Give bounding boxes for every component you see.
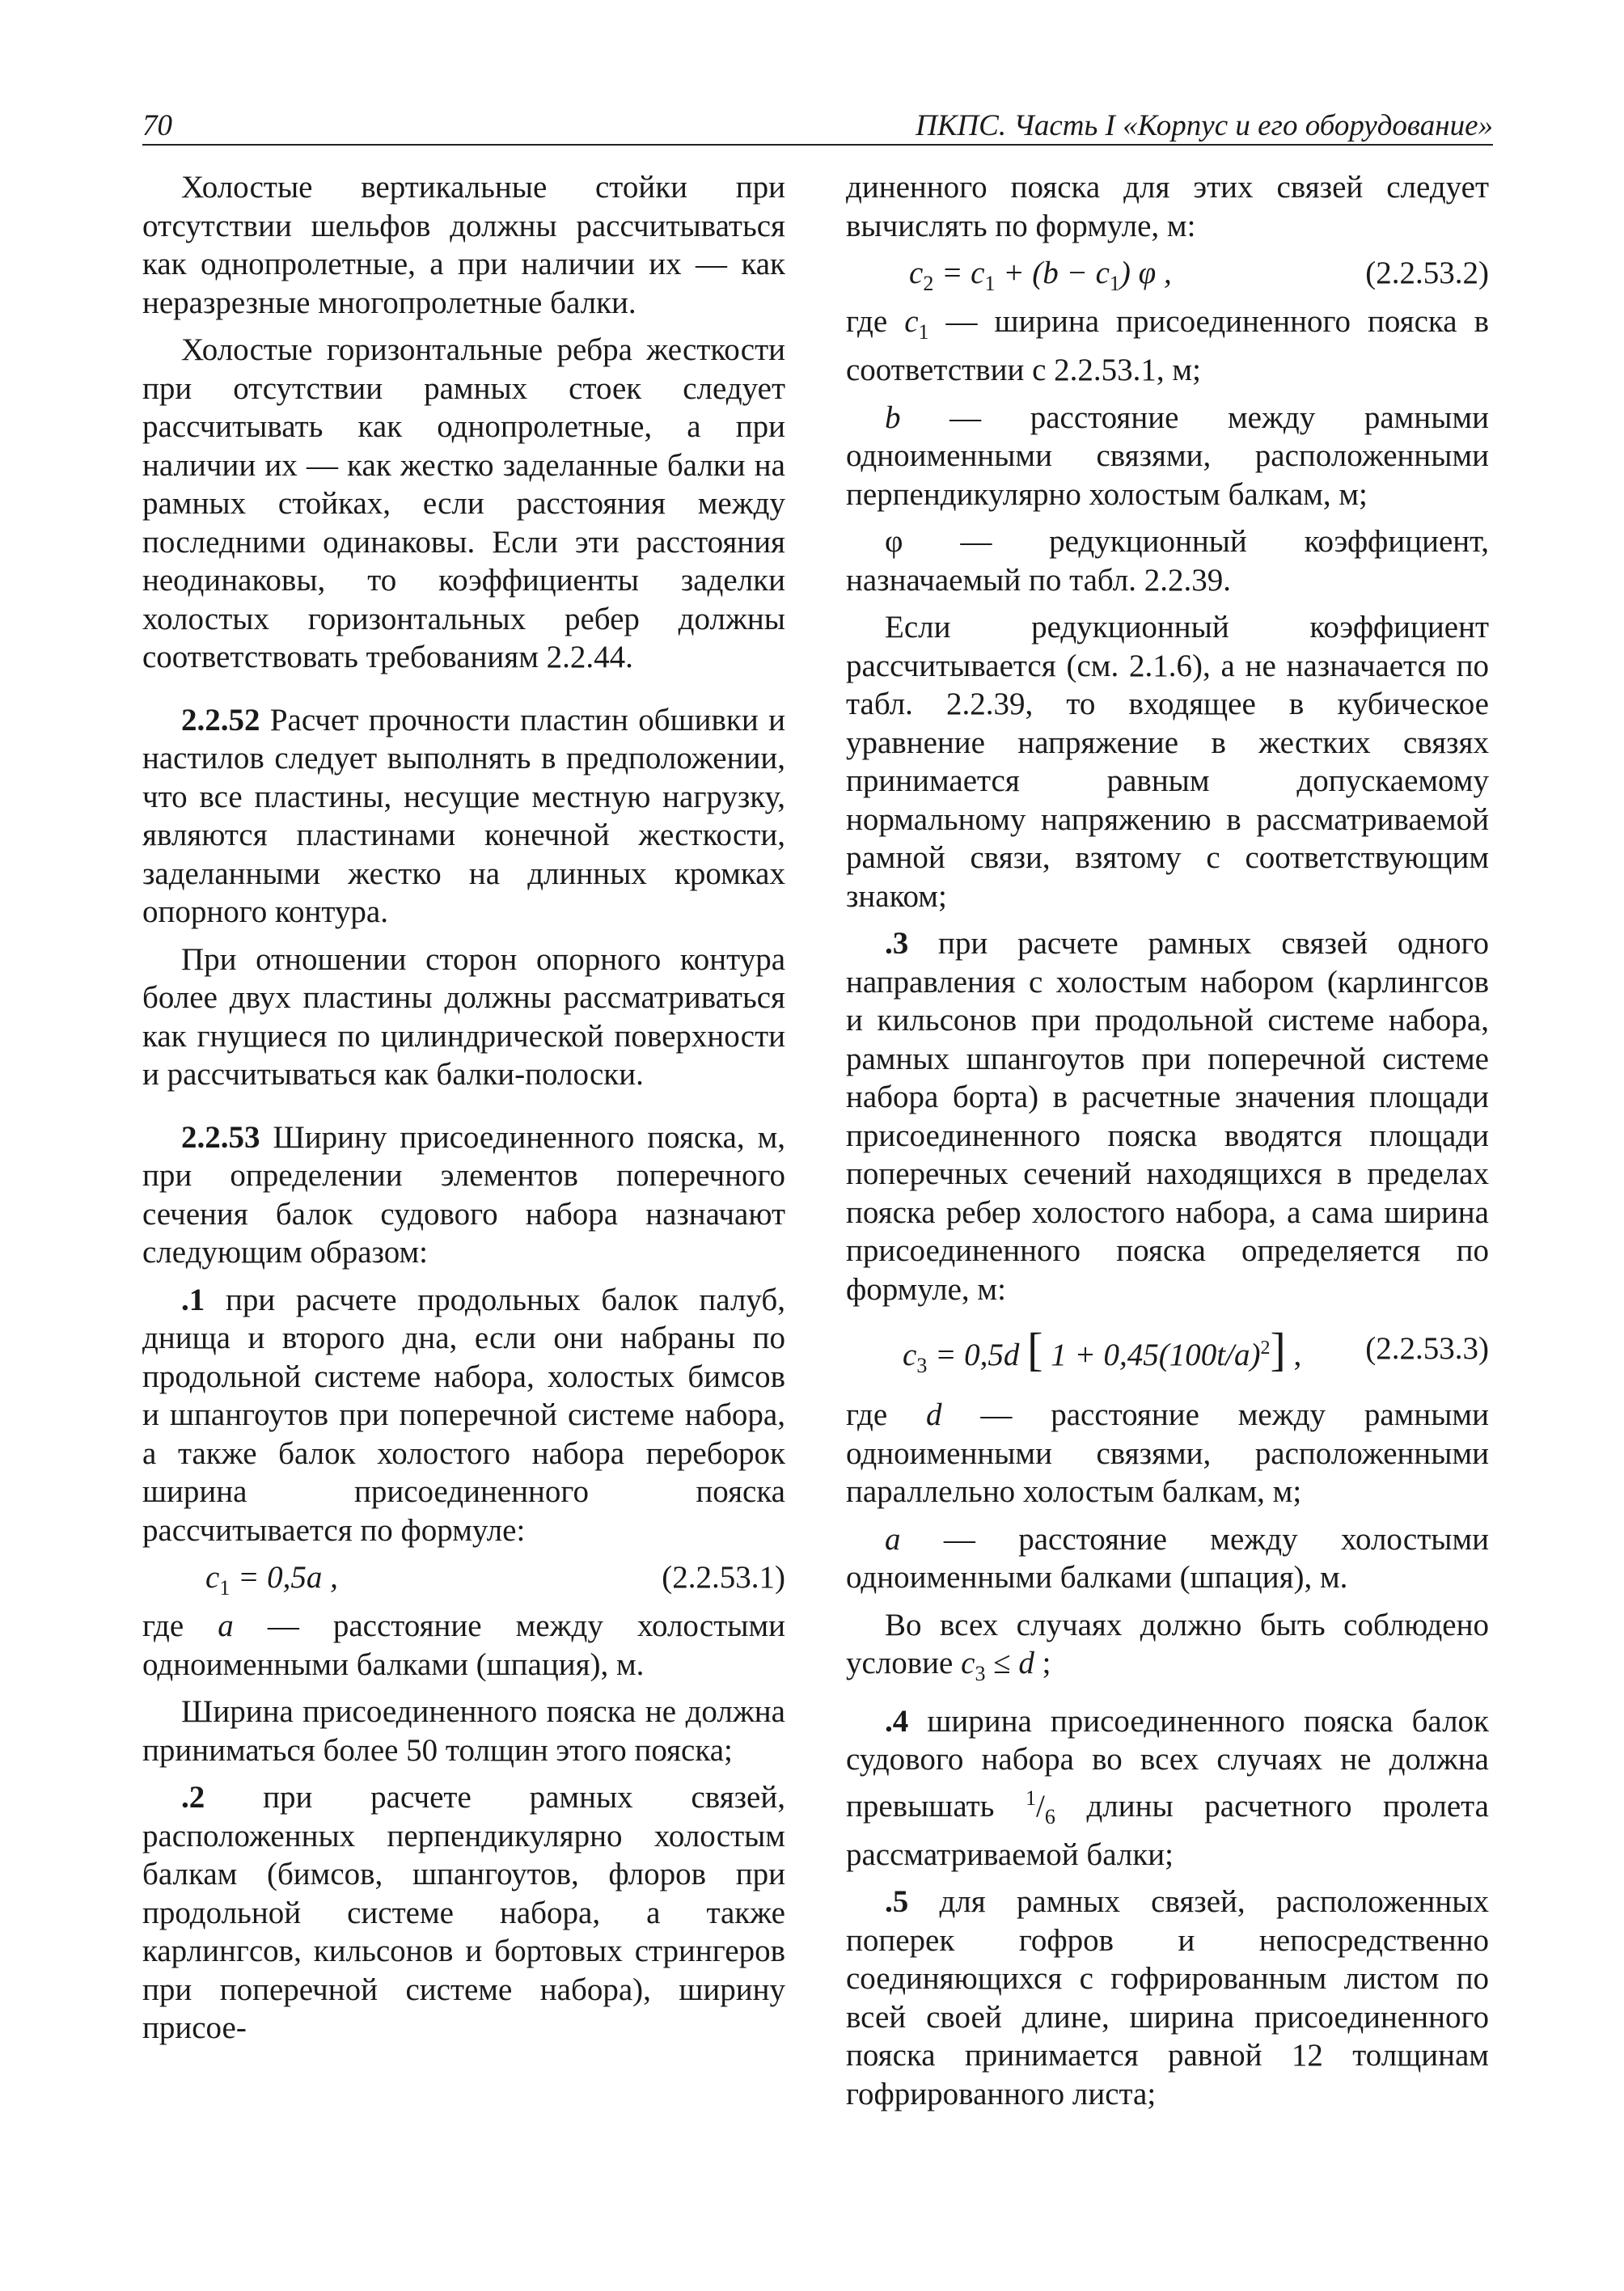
item-text: при расчете продольных балок палуб, днища и второго дна, если они набраны по продольной системе набора, холостых бимсов и шпангоутов при поперечной системе набора, а также балок холостого набора переборок ширина присоединенного пояска рассчитывается по формуле: bbox=[142, 1282, 785, 1548]
item-text: при расчете рамных связей, расположенных перпендикулярно холостым балкам (бимсов, шпангоутов, флоров при продольной системе набора, а также карлингсов, кильсонов и бортовых стрингеров при поперечной системе набора), ширину присое- bbox=[142, 1780, 785, 2045]
list-item-2 bbox=[142, 1778, 785, 2048]
item-text: для рамных связей, расположенных поперек гофров и непосредственно соединяющихся с гофрированным листом по всей своей длине, ширина присоединенного пояска принимается равной 12 толщинам гофрированного листа; bbox=[846, 1884, 1489, 2111]
where-clause: a — расстояние между холостыми одноименными балками (шпация), м. bbox=[846, 1521, 1489, 1596]
item-text: при расчете рамных связей одного направления с холостым набором (карлингсов и кильсонов при продольной системе набора, рамных шпангоутов при поперечной системе набора борта) в расчетные значения площади присоединенного пояска вводятся площади поперечных сечений находящихся в пределах пояска ребер холостого набора, а сама ширина присоединенного пояска определяется по формуле, м: bbox=[846, 926, 1489, 1307]
right-column bbox=[846, 168, 1489, 2122]
list-item-4: .4 ширина присоединенного пояска балок судового набора во всех случаях не должна превышать $^1/_6$ длины расчетного пролета рассматриваемой балки; bbox=[846, 1703, 1489, 1872]
formula-number: (2.2.53.2) bbox=[1365, 256, 1489, 290]
formula-expression: $c_3 = 0,5d$ [ $1 + 0,45(100t/a)^2$] , bbox=[903, 1323, 1302, 1378]
item-number: .5 bbox=[885, 1884, 909, 1920]
item-number: .1 bbox=[181, 1282, 205, 1317]
section-number: 2.2.52 bbox=[181, 702, 260, 738]
paragraph: Холостые вертикальные стойки при отсутствии шельфов должны рассчитываться как однопролетные, а при наличии их — как неразрезные многопролетные балки. bbox=[142, 170, 785, 320]
formula-expression: $c_1 = 0,5a$ , bbox=[205, 1560, 338, 1600]
list-item-5 bbox=[846, 1883, 1489, 2113]
formula-2-2-53-2 bbox=[846, 254, 1489, 293]
running-header bbox=[142, 107, 1493, 146]
section-text: Ширину присоединенного пояска, м, при определении элементов поперечного сечения балок судового набора назначают следующим образом: bbox=[142, 1119, 785, 1270]
section-number: 2.2.53 bbox=[181, 1119, 260, 1155]
list-item-3 bbox=[846, 924, 1489, 1308]
where-clause: где a — расстояние между холостыми одноименными балками (шпация), м. bbox=[142, 1608, 785, 1682]
section-2-2-53 bbox=[142, 1118, 785, 1272]
formula-number: (2.2.53.3) bbox=[1365, 1331, 1489, 1367]
section-text: Расчет прочности пластин обшивки и настилов следует выполнять в предположении, что все пластины, несущие местную нагрузку, являются пластинами конечной жесткости, заделанными жестко на длинных кромках опорного контура. bbox=[142, 702, 785, 929]
paragraph: Если редукционный коэффициент рассчитывается (см. 2.1.6), а не назначается по табл. 2.2.39, то входящее в кубическое уравнение напряжение в жестких связях принимается равным допускаемому нормальному напряжению в рассматриваемой рамной связи, взятому с соответствующим знаком; bbox=[846, 610, 1489, 914]
where-clause: φ — редукционный коэффициент, назначаемый по табл. 2.2.39. bbox=[846, 524, 1489, 598]
formula-expression: $c_2 = c_1 + (b - c_1)$ φ , bbox=[909, 256, 1172, 295]
paragraph: Ширина присоединенного пояска не должна приниматься более 50 толщин этого пояска; bbox=[142, 1694, 785, 1768]
where-clause: где $c_1$ — ширина присоединенного пояска в соответствии с 2.2.53.1, м; bbox=[846, 304, 1489, 388]
running-title: ПКПС. Часть I «Корпус и его оборудование» bbox=[916, 109, 1493, 142]
item-number: .4 bbox=[885, 1703, 909, 1739]
formula-2-2-53-1 bbox=[142, 1558, 785, 1600]
paragraph: Холостые горизонтальные ребра жесткости при отсутствии рамных стоек следует рассчитывать как однопролетные, а при наличии их — как жестко заделанные балки на рамных стойках, если расстояния между последними одинаковы. Если эти расстояния неодинаковы, то коэффициенты заделки холостых горизонтальных ребер должны соответствовать требованиям 2.2.44. bbox=[142, 332, 785, 674]
paragraph: При отношении сторон опорного контура более двух пластины должны рассматриваться как гнущиеся по цилиндрической поверхности и рассчитываться как балки-полоски. bbox=[142, 941, 785, 1092]
section-2-2-52 bbox=[142, 701, 785, 932]
formula-number: (2.2.53.1) bbox=[662, 1560, 785, 1595]
paragraph: диненного пояска для этих связей следует вычислять по формуле, м: bbox=[846, 170, 1489, 243]
item-number: .3 bbox=[885, 926, 909, 962]
item-number: .2 bbox=[181, 1780, 205, 1815]
where-clause: b — расстояние между рамными одноименными связями, расположенными перпендикулярно холостым балкам, м; bbox=[846, 399, 1489, 512]
list-item-1 bbox=[142, 1281, 785, 1550]
paragraph: Во всех случаях должно быть соблюдено условие $c_3 \le d$ ; bbox=[846, 1607, 1489, 1686]
where-clause: где d — расстояние между рамными одноименными связями, расположенными параллельно холостым балкам, м; bbox=[846, 1397, 1489, 1510]
left-column bbox=[142, 168, 785, 2056]
formula-2-2-53-3 bbox=[846, 1318, 1489, 1383]
page-number: 70 bbox=[142, 109, 172, 142]
